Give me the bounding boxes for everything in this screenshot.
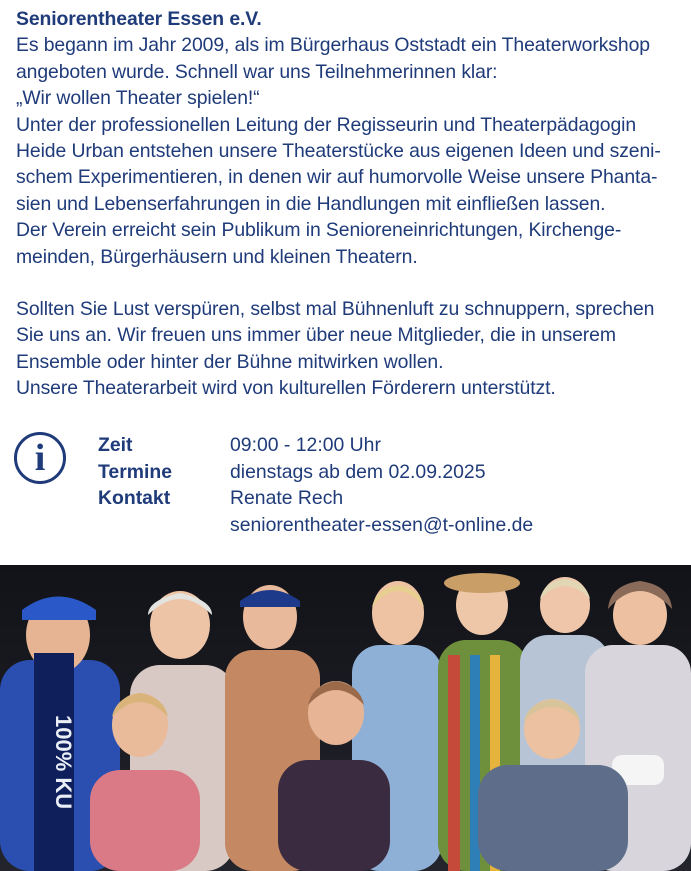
- article: [16, 6, 684, 402]
- kontakt-name: Renate Rech: [230, 487, 344, 509]
- kontakt-email[interactable]: seniorentheater-essen@t-online.de: [230, 514, 534, 536]
- paragraph-line: angeboten wurde. Schnell war uns Teilnehmerinnen klar:: [16, 60, 498, 83]
- group-photo: [0, 565, 691, 871]
- paragraph-2: [16, 296, 684, 402]
- paragraph-line: Sollten Sie Lust verspüren, selbst mal Bühnenluft zu schnuppern, sprechen: [16, 298, 655, 321]
- paragraph-line: Unsere Theaterarbeit wird von kulturellen Förderern unterstützt.: [16, 377, 556, 400]
- paragraph-line: schem Experimentieren, in denen wir auf humorvolle Weise unsere Phanta-: [16, 166, 658, 189]
- group-photo-illustration: [0, 565, 691, 871]
- paragraph-line: Es begann im Jahr 2009, als im Bürgerhaus Oststadt ein Theaterworkshop: [16, 34, 650, 57]
- termine-value: dienstags ab dem 02.09.2025: [230, 461, 486, 483]
- paragraph-line: Unter der professionellen Leitung der Regisseurin und Theaterpädagogin: [16, 113, 637, 136]
- zeit-label: Zeit: [98, 434, 133, 456]
- paragraph-line: Heide Urban entstehen unsere Theaterstücke aus eigenen Ideen und szeni-: [16, 140, 661, 163]
- zeit-value: 09:00 - 12:00 Uhr: [230, 434, 381, 456]
- paragraph-line: „Wir wollen Theater spielen!“: [16, 87, 260, 110]
- paragraph-line: sien und Lebenserfahrungen in die Handlungen mit einfließen lassen.: [16, 192, 606, 215]
- paragraph-line: Der Verein erreicht sein Publikum in Senioreneinrichtungen, Kirchenge-: [16, 219, 622, 242]
- paragraph-line: Sie uns an. Wir freuen uns immer über neue Mitglieder, die in unserem: [16, 324, 616, 347]
- paragraph-line: Ensemble oder hinter der Bühne mitwirken wollen.: [16, 350, 444, 373]
- info-box: [14, 432, 684, 542]
- paragraph-1: [16, 32, 684, 270]
- info-icon: i: [14, 432, 66, 484]
- scarf-text: 100% KU: [51, 715, 76, 810]
- termine-label: Termine: [98, 461, 172, 483]
- paragraph-line: meinden, Bürgerhäusern und kleinen Theatern.: [16, 245, 418, 268]
- kontakt-label: Kontakt: [98, 487, 171, 509]
- article-title: Seniorentheater Essen e.V.: [16, 8, 262, 30]
- paragraph-gap: [16, 270, 684, 296]
